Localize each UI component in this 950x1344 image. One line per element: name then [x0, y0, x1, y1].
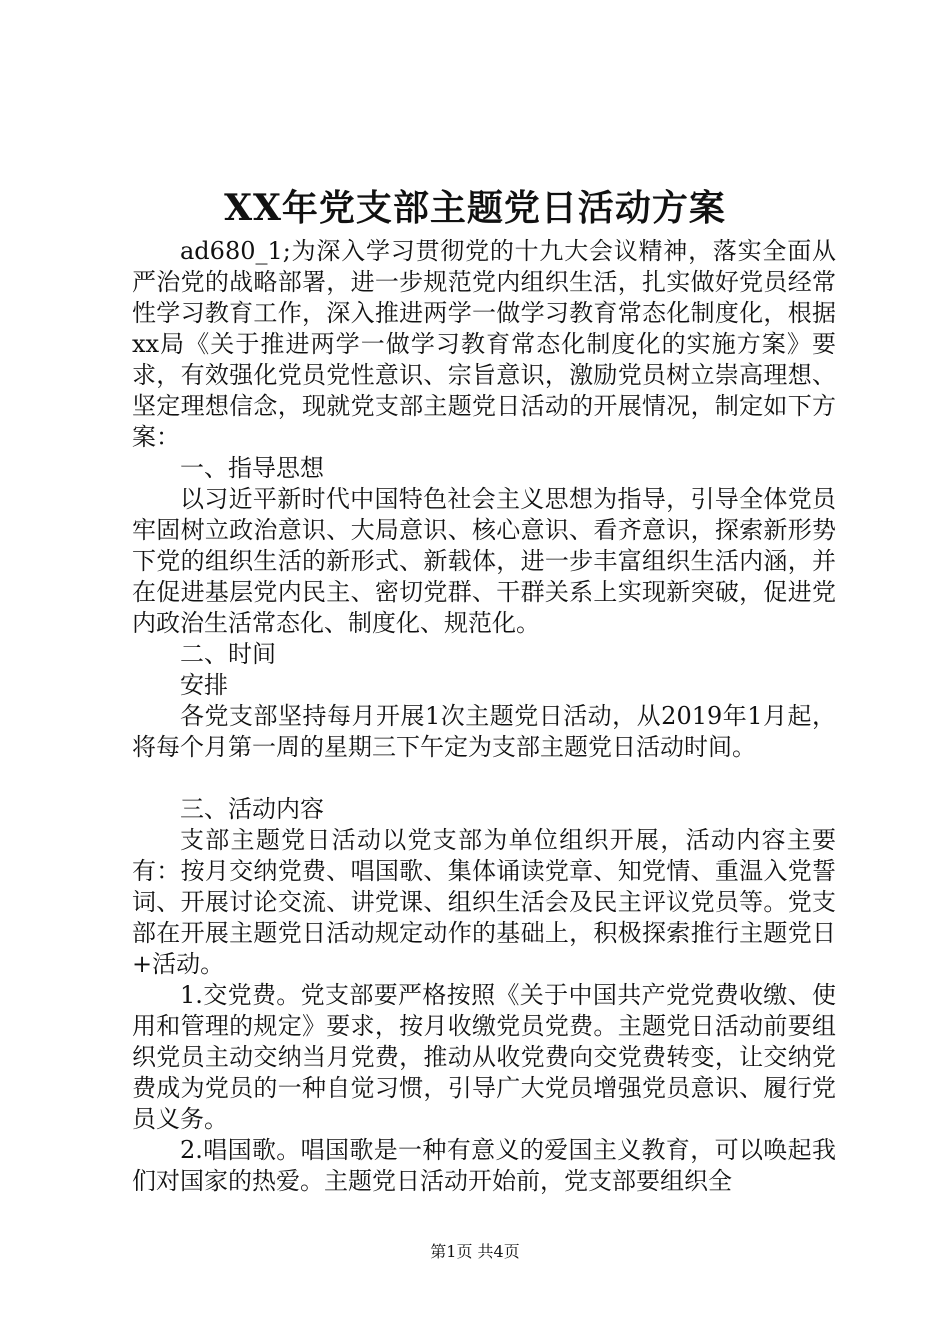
party-dues-paragraph: 1.交党费。党支部要严格按照《关于中国共产党党费收缴、使用和管理的规定》要求，按月收缴党员党费。主题党日活动前要组织党员主动交纳当月党费，推动从收党费向交党费转变，让交纳党费成为党员的一种自觉习惯，引导广大党员增强党员意识、履行党员义务。 [132, 981, 836, 1133]
document-title: XX年党支部主题党日活动方案 [224, 187, 726, 229]
document-body [132, 236, 836, 1197]
national-anthem-paragraph: 2.唱国歌。唱国歌是一种有意义的爱国主义教育，可以唤起我们对国家的热爱。主题党日活动开始前，党支部要组织全 [132, 1136, 836, 1195]
intro-paragraph: ad680_1;为深入学习贯彻党的十九大会议精神，落实全面从严治党的战略部署，进一步规范党内组织生活，扎实做好党员经常性学习教育工作，深入推进两学一做学习教育常态化制度化，根据xx局《关于推进两学一做学习教育常态化制度化的实施方案》要求，有效强化党员党性意识、宗旨意识，激励党员树立崇高理想、坚定理想信念，现就党支部主题党日活动的开展情况，制定如下方案： [132, 237, 836, 451]
section-heading-time: 二、时间 [180, 640, 276, 668]
section-heading-guiding-ideology: 一、指导思想 [180, 454, 324, 482]
section-heading-arrangement: 安排 [180, 671, 228, 699]
section-heading-activity-content: 三、活动内容 [180, 795, 324, 823]
guiding-ideology-paragraph: 以习近平新时代中国特色社会主义思想为指导，引导全体党员牢固树立政治意识、大局意识、核心意识、看齐意识，探索新形势下党的组织生活的新形式、新载体，进一步丰富组织生活内涵，并在促进基层党内民主、密切党群、干群关系上实现新突破，促进党内政治生活常态化、制度化、规范化。 [132, 485, 836, 637]
page-footer: 第1页 共4页 [430, 1242, 520, 1261]
activity-content-paragraph: 支部主题党日活动以党支部为单位组织开展，活动内容主要有：按月交纳党费、唱国歌、集体诵读党章、知党情、重温入党誓词、开展讨论交流、讲党课、组织生活会及民主评议党员等。党支部在开展主题党日活动规定动作的基础上，积极探索推行主题党日+活动。 [132, 826, 836, 978]
time-arrangement-paragraph: 各党支部坚持每月开展1次主题党日活动，从2019年1月起，将每个月第一周的星期三下午定为支部主题党日活动时间。 [132, 702, 836, 761]
